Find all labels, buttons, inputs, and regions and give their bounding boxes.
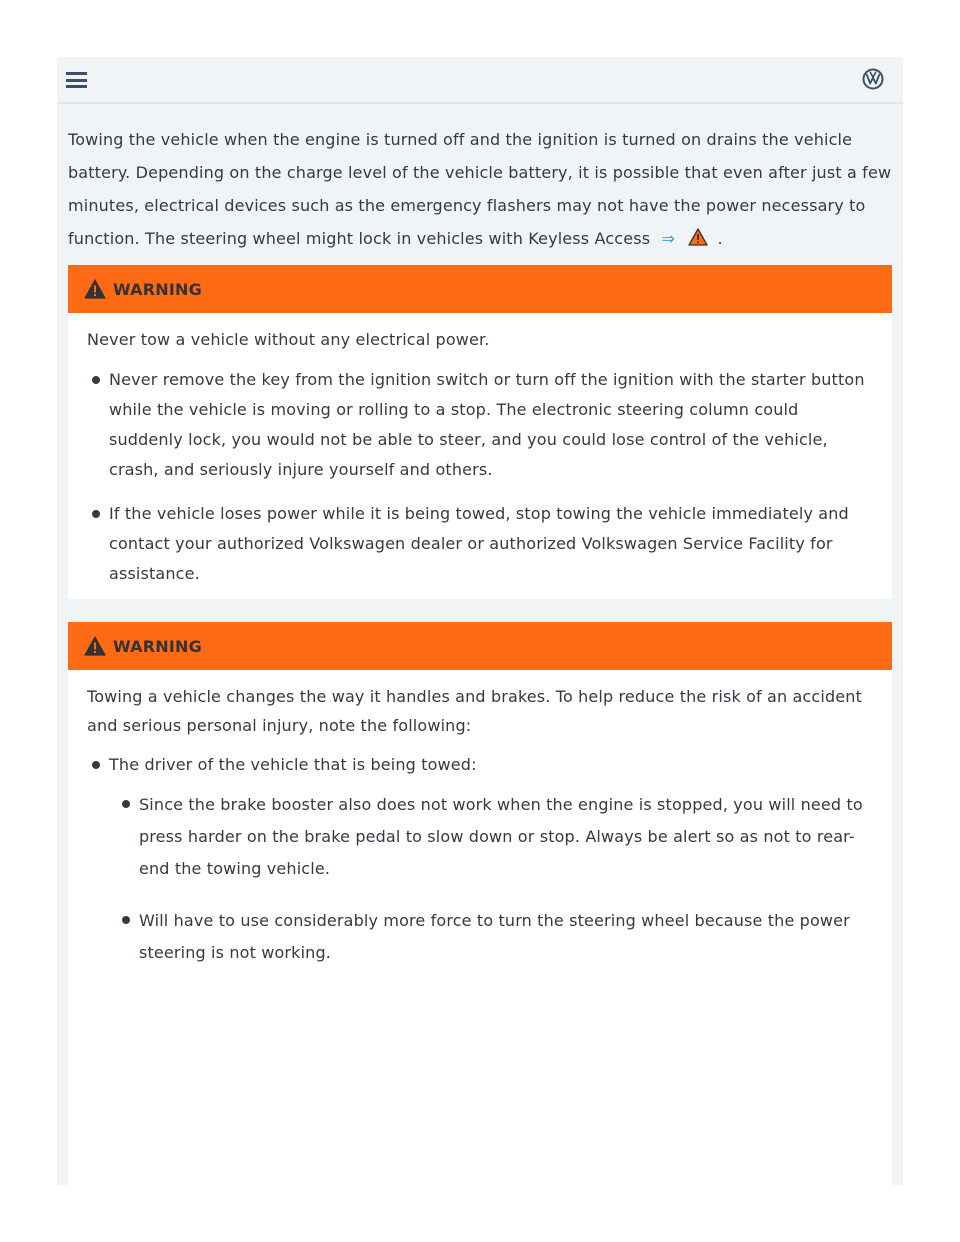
list-item: If the vehicle loses power while it is being towed, stop towing the vehicle immediately and contact your authorized Volkswagen dealer or authorized Volkswagen Service Facility for assistance. <box>87 499 872 589</box>
page-header <box>57 57 903 104</box>
warning-title: WARNING <box>113 636 202 656</box>
intro-paragraph <box>68 123 898 255</box>
warning-box-1 <box>68 265 892 599</box>
warning-box-2 <box>68 622 892 1185</box>
manual-page <box>57 57 903 1185</box>
vw-logo-icon[interactable] <box>862 68 884 90</box>
sub-list-item: Since the brake booster also does not work when the engine is stopped, you will need to press harder on the brake pedal to slow down or stop. Always be alert so as not to rear-end the towing vehicle. <box>117 789 872 885</box>
hamburger-menu-icon[interactable] <box>66 72 87 88</box>
intro-end: . <box>717 229 723 248</box>
warning-triangle-icon[interactable] <box>688 228 708 246</box>
list-item <box>87 750 872 969</box>
list-item: Never remove the key from the ignition switch or turn off the ignition with the starter button while the vehicle is moving or rolling to a stop. The electronic steering column could suddenly lock, you would not be able to steer, and you could lose control of the vehicle, crash, and seriously injure yourself and others. <box>87 365 872 485</box>
warning-header <box>68 265 892 313</box>
warning-triangle-icon <box>84 636 106 656</box>
warning-header <box>68 622 892 670</box>
warning-lead: Towing a vehicle changes the way it handles and brakes. To help reduce the risk of an accident and serious personal injury, note the following: <box>87 687 862 735</box>
warning-body <box>68 313 892 599</box>
intro-text: Towing the vehicle when the engine is turned off and the ignition is turned on drains the vehicle battery. Depending on the charge level of the vehicle battery, it is possible that even after just a few minutes, electrical devices such as the emergency flashers may not have the power necessary to function. The steering wheel might lock in vehicles with Keyless Access <box>68 130 892 248</box>
warning-triangle-icon <box>84 279 106 299</box>
cross-reference-link[interactable]: ⇒ <box>661 229 675 248</box>
warning-body <box>68 670 892 999</box>
list-item-text: The driver of the vehicle that is being towed: <box>109 755 477 774</box>
warning-title: WARNING <box>113 279 202 299</box>
warning-lead: Never tow a vehicle without any electrical power. <box>87 330 490 349</box>
sub-list-item: Will have to use considerably more force to turn the steering wheel because the power steering is not working. <box>117 905 872 969</box>
